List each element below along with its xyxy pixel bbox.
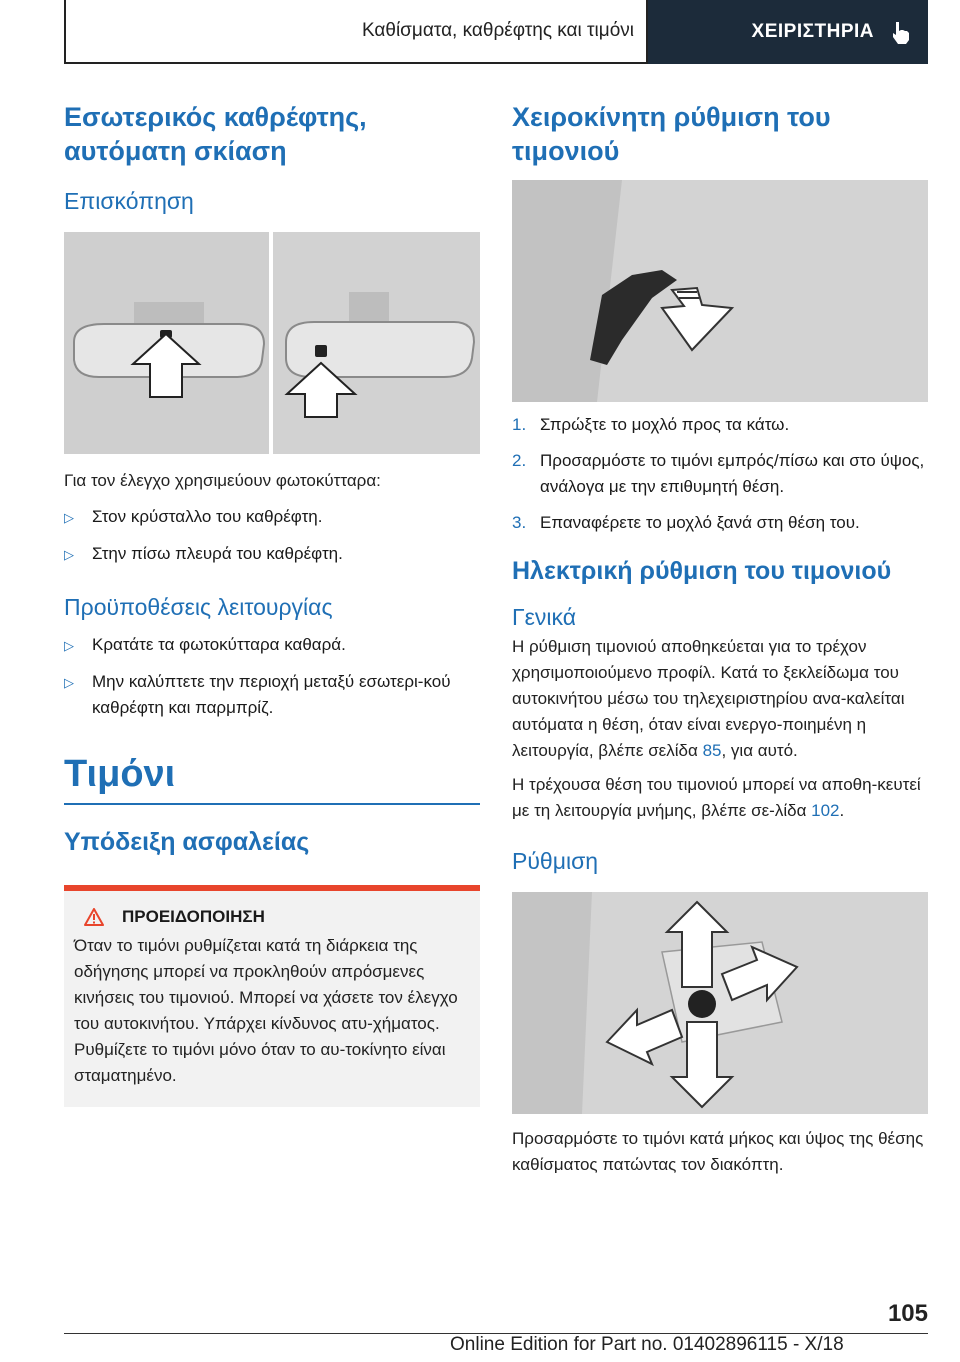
step-number: 3.: [512, 513, 527, 532]
triangle-bullet-icon: ▷: [64, 547, 74, 562]
adjust-heading: Ρύθμιση: [512, 848, 599, 874]
list-item: [64, 632, 480, 659]
general-heading: Γενικά: [512, 604, 577, 630]
switch-figure: [512, 892, 928, 1114]
list-item: [64, 504, 480, 531]
triangle-bullet-icon: ▷: [64, 638, 74, 653]
page-link-102[interactable]: 102: [811, 801, 840, 820]
warning-text: Όταν το τιμόνι ρυθμίζεται κατά τη διάρκεια της οδήγησης μπορεί να προκληθούν απρόσμενες κινήσεις του τιμονιού. Μπορεί να χάσετε τον έλεγχο του αυτοκινήτου. Υπάρχει κίνδυνος ατυ-χήματος. Ρυθμίζετε το τιμόνι μόνο όταν το αυ-τοκίνητο είναι σταματημένο.: [74, 936, 458, 1085]
overview-heading: Επισκόπηση: [64, 188, 194, 214]
lever-figure: [512, 180, 928, 402]
electric-title: Ηλεκτρική ρύθμιση του τιμονιού: [512, 557, 892, 585]
list-item-text: Κρατάτε τα φωτοκύτταρα καθαρά.: [92, 635, 346, 654]
list-item: [64, 541, 480, 568]
overview-bullets: [64, 504, 480, 568]
list-item: [512, 510, 928, 536]
mirror-figure: [64, 232, 480, 454]
mirror-illustration: [64, 232, 480, 454]
list-item: [512, 412, 928, 438]
list-item: [64, 669, 480, 721]
edition-text: Online Edition for Part no. 01402896115 - X/18: [450, 1334, 844, 1355]
warning-title: [84, 907, 462, 927]
triangle-bullet-icon: ▷: [64, 675, 74, 690]
mirror-title: Εσωτερικός καθρέφτης, αυτόματη σκίαση: [64, 102, 367, 166]
right-column: [512, 100, 928, 1178]
header-section-title: Καθίσματα, καθρέφτης και τιμόνι: [361, 20, 634, 41]
left-column: [64, 100, 480, 1107]
page-number: 105: [887, 1300, 928, 1327]
warning-triangle-icon: [84, 908, 104, 926]
header-section: [64, 0, 648, 64]
safety-heading: Υπόδειξη ασφαλείας: [64, 828, 310, 856]
warning-title-text: ΠΡΟΕΙΔΟΠΟΙΗΣΗ: [122, 907, 265, 926]
steering-title: Τιμόνι: [64, 753, 176, 795]
list-item-text: Στον κρύσταλλο του καθρέφτη.: [92, 507, 323, 526]
page-link-85[interactable]: 85: [702, 741, 722, 760]
step-text: Σπρώξτε το μοχλό προς τα κάτω.: [540, 415, 790, 434]
list-item-text: Στην πίσω πλευρά του καθρέφτη.: [92, 544, 343, 563]
step-number: 2.: [512, 451, 527, 470]
header-chapter-title: ΧΕΙΡΙΣΤΗΡΙΑ: [751, 21, 874, 42]
step-number: 1.: [512, 415, 527, 434]
triangle-bullet-icon: ▷: [64, 510, 74, 525]
adjust-text: Προσαρμόστε το τιμόνι κατά μήκος και ύψος της θέσης καθίσματος πατώντας τον διακόπτη.: [512, 1129, 924, 1174]
lever-illustration: [512, 180, 928, 402]
general-paragraph-1: Η ρύθμιση τιμονιού αποθηκεύεται για το τρέχον χρησιμοποιούμενο προφίλ. Κατά το ξεκλείδωμα του αυτοκινήτου μέσω του τηλεχειριστηρίου ανα-καλείται αυτόματα η θέση, όταν είναι ενεργο-ποιημένη η λειτουργία, βλέπε σελίδα 85, για αυτό.: [512, 637, 905, 760]
switch-illustration: [512, 892, 928, 1114]
general-paragraph-2: Η τρέχουσα θέση του τιμονιού μπορεί να αποθη-κευτεί με τη λειτουργία μνήμης, βλέπε σε-λίδα 102.: [512, 775, 921, 820]
warning-box: [64, 885, 480, 1107]
list-item: [512, 448, 928, 500]
list-item-text: Μην καλύπτετε την περιοχή μεταξύ εσωτερι-κού καθρέφτη και παρμπρίζ.: [92, 672, 451, 717]
section-divider: [64, 803, 480, 805]
manual-title: Χειροκίνητη ρύθμιση του τιμονιού: [512, 102, 831, 166]
step-text: Επαναφέρετε το μοχλό ξανά στη θέση του.: [540, 513, 860, 532]
header-chapter: [648, 0, 928, 64]
step-text: Προσαρμόστε το τιμόνι εμπρός/πίσω και στο ύψος, ανάλογα με την επιθυμητή θέση.: [540, 451, 925, 496]
manual-steps: [512, 412, 928, 536]
prereq-heading: Προϋποθέσεις λειτουργίας: [64, 594, 333, 620]
prereq-bullets: [64, 632, 480, 721]
hand-pointer-icon: [888, 19, 914, 45]
overview-text: Για τον έλεγχο χρησιμεύουν φωτοκύτταρα:: [64, 471, 381, 490]
